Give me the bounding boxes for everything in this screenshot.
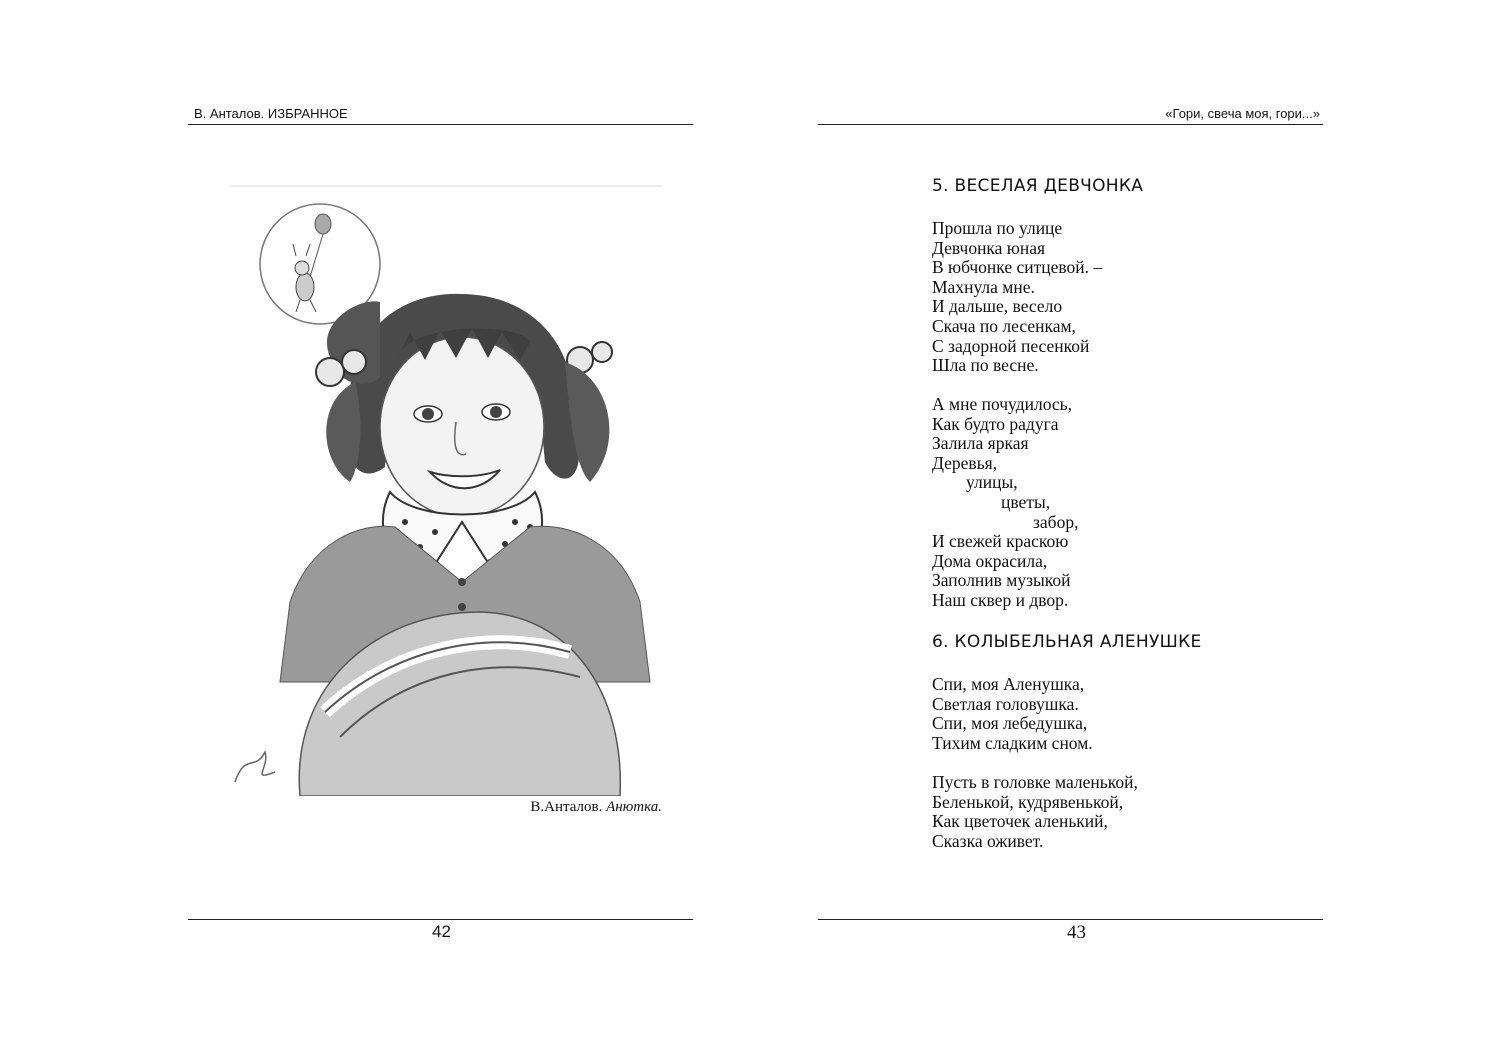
verse-line: Спи, моя Аленушка, [932, 674, 1085, 694]
verse-line: Наш сквер и двор. [932, 589, 1069, 610]
verse-line: улицы, [966, 472, 1018, 493]
verse-line: Махнула мне. [932, 276, 1035, 297]
poem-title-5: 5. ВЕСЕЛАЯ ДЕВЧОНКА [932, 176, 1144, 196]
verse-line: Залила яркая [932, 433, 1029, 454]
verse-line: Пусть в головке маленькой, [932, 772, 1138, 792]
verse-line: Девчонка юная [932, 237, 1046, 258]
verse-line: цветы, [1001, 491, 1051, 512]
footer-rule [818, 919, 1323, 920]
verse-line: Беленькой, кудрявенькой, [932, 791, 1124, 812]
verse-line: забор, [1033, 511, 1079, 532]
verse-line: Скача по лесенкам, [932, 315, 1076, 336]
poem-6-stanza-2 [932, 773, 1138, 851]
verse-line: Дома окрасила, [932, 550, 1048, 571]
verse-line: Сказка оживет. [932, 830, 1044, 851]
running-head-right: «Гори, свеча моя, гори...» [1165, 106, 1320, 121]
page-number-left: 42 [432, 922, 451, 941]
poem-title-6: 6. КОЛЫБЕЛЬНАЯ АЛЕНУШКЕ [932, 632, 1202, 652]
header-rule [188, 124, 693, 125]
caption-title: Анютка. [606, 799, 662, 815]
caption-author: В.Анталов. [530, 799, 603, 815]
verse-line: А мне почудилось, [932, 394, 1073, 414]
verse-line: Деревья, [932, 452, 998, 473]
verse-line: Прошла по улице [932, 218, 1063, 238]
verse-line: И дальше, весело [932, 296, 1063, 317]
running-head-left: В. Анталов. ИЗБРАННОЕ [194, 106, 348, 121]
verse-line: Спи, моя лебедушка, [932, 713, 1088, 734]
poem-6-stanza-1 [932, 675, 1093, 753]
verse-line: Тихим сладким сном. [932, 732, 1093, 753]
poem-5-stanza-1 [932, 219, 1102, 376]
left-page [0, 0, 748, 1059]
verse-line: Как цветочек аленький, [932, 811, 1108, 832]
header-rule [818, 124, 1323, 125]
verse-line: Заполнив музыкой [932, 570, 1071, 591]
verse-line: Как будто радуга [932, 413, 1059, 434]
verse-line: И свежей краскою [932, 531, 1069, 552]
page-number-right: 43 [1067, 922, 1086, 943]
girl-portrait-illustration [230, 182, 662, 796]
verse-line: Шла по весне. [932, 355, 1039, 376]
illustration-caption [420, 799, 662, 816]
right-page [748, 0, 1496, 1059]
poem-5-stanza-2 [932, 395, 1078, 611]
verse-line: Светлая головушка. [932, 693, 1079, 714]
verse-line: В юбчонке ситцевой. – [932, 257, 1103, 278]
footer-rule [188, 919, 693, 920]
verse-line: С задорной песенкой [932, 335, 1090, 356]
